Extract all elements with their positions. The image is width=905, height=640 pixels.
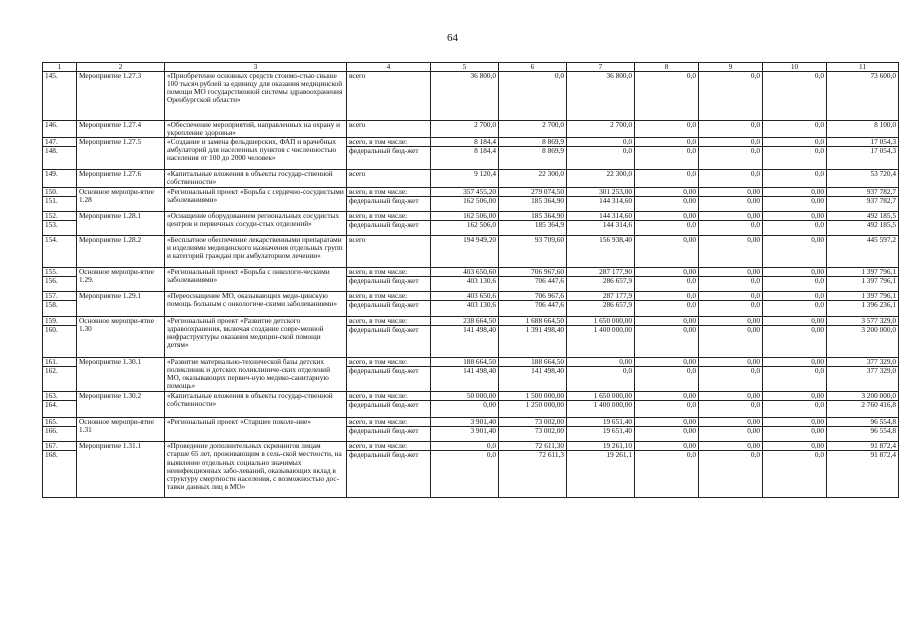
table-cell: 0,00 bbox=[699, 235, 763, 267]
table-cell: 0,00 bbox=[699, 316, 763, 325]
table-cell: 0,00 bbox=[635, 392, 699, 401]
table-row bbox=[43, 235, 899, 267]
table-cell: 0,00 bbox=[699, 196, 763, 211]
table-cell: «Капитальные вложения в объекты государ-ственной собственности» bbox=[165, 392, 347, 418]
table-cell: 93 709,60 bbox=[499, 235, 567, 267]
table-cell: 0,0 bbox=[635, 291, 699, 300]
table-cell: федеральный бюд-жет bbox=[347, 196, 431, 211]
table-cell: 0,0 bbox=[635, 300, 699, 316]
table-cell: 0,0 bbox=[763, 72, 827, 121]
table-cell: 0,00 bbox=[699, 326, 763, 358]
table-cell: федеральный бюд-жет bbox=[347, 367, 431, 392]
table-cell: 403 650,6 bbox=[431, 291, 499, 300]
column-header: 5 bbox=[431, 63, 499, 72]
table-row bbox=[43, 138, 899, 147]
table-cell: 164. bbox=[43, 401, 77, 418]
table-cell: 0,00 bbox=[763, 326, 827, 358]
table-cell: 0,00 bbox=[635, 316, 699, 325]
table-cell: всего, в том числе: bbox=[347, 442, 431, 451]
table-row bbox=[43, 291, 899, 300]
table-cell: 145. bbox=[43, 72, 77, 121]
table-cell: 1 397 796,1 bbox=[827, 267, 899, 276]
table-cell: Основное меропри-ятие 1.31 bbox=[77, 418, 165, 442]
table-row bbox=[43, 442, 899, 451]
column-header: 4 bbox=[347, 63, 431, 72]
table-cell: 141 498,40 bbox=[499, 367, 567, 392]
table-cell: 0,0 bbox=[635, 276, 699, 291]
table-cell: 167. bbox=[43, 442, 77, 451]
table-cell: федеральный бюд-жет bbox=[347, 427, 431, 442]
table-cell: 0,00 bbox=[763, 196, 827, 211]
table-cell: Мероприятие 1.27.5 bbox=[77, 138, 165, 170]
table-cell: 155. bbox=[43, 267, 77, 276]
table-cell: 147. bbox=[43, 138, 77, 147]
table-cell: 36 800,0 bbox=[431, 72, 499, 121]
table-cell: всего bbox=[347, 235, 431, 267]
table-cell: 0,0 bbox=[763, 300, 827, 316]
column-header: 8 bbox=[635, 63, 699, 72]
table-cell: 157. bbox=[43, 291, 77, 300]
table-cell: 0,00 bbox=[763, 267, 827, 276]
table-cell: 0,00 bbox=[699, 418, 763, 427]
table-cell: 0,0 bbox=[567, 138, 635, 147]
column-header: 6 bbox=[499, 63, 567, 72]
table-cell: 0,0 bbox=[699, 147, 763, 170]
column-header: 3 bbox=[165, 63, 347, 72]
table-cell: 152. bbox=[43, 211, 77, 220]
table-cell: всего bbox=[347, 121, 431, 138]
table-cell: 8 184,4 bbox=[431, 138, 499, 147]
table-cell: «Обеспечение мероприятий, направленных на охрану и укрепление здоровья» bbox=[165, 121, 347, 138]
table-cell: «Капитальные вложения в объекты государ-ственной собственности» bbox=[165, 170, 347, 187]
table-cell: 1 250 000,00 bbox=[499, 401, 567, 418]
table-cell: «Переоснащение МО, оказывающих меди-цинскую помощь больным с онкологиче-скими заболеваниями» bbox=[165, 291, 347, 316]
table-cell: 185 364,90 bbox=[499, 196, 567, 211]
table-cell: 301 253,00 bbox=[567, 187, 635, 196]
table-cell: 96 554,8 bbox=[827, 427, 899, 442]
table-cell: 0,00 bbox=[635, 427, 699, 442]
table-cell: 2 700,0 bbox=[567, 121, 635, 138]
table-cell: 148. bbox=[43, 147, 77, 170]
table-cell: 0,00 bbox=[635, 235, 699, 267]
table-cell: 377 329,0 bbox=[827, 367, 899, 392]
table-cell: 706 967,6 bbox=[499, 291, 567, 300]
table-cell: 0,00 bbox=[699, 427, 763, 442]
table-cell: 1 650 000,00 bbox=[567, 392, 635, 401]
table-cell: Мероприятие 1.27.6 bbox=[77, 170, 165, 187]
table-cell: Основное меропри-ятие 1.28 bbox=[77, 187, 165, 211]
table-cell: 1 500 000,00 bbox=[499, 392, 567, 401]
table-cell: 153. bbox=[43, 220, 77, 235]
table-cell: 9 120,4 bbox=[431, 170, 499, 187]
table-cell: 706 447,6 bbox=[499, 276, 567, 291]
table-cell: 3 901,40 bbox=[431, 427, 499, 442]
table-cell: 403 130,6 bbox=[431, 300, 499, 316]
table-cell: 144 314,60 bbox=[567, 211, 635, 220]
table-cell: 22 300,0 bbox=[567, 170, 635, 187]
table-cell: 158. bbox=[43, 300, 77, 316]
header-row bbox=[43, 63, 899, 72]
table-cell: 0,0 bbox=[699, 72, 763, 121]
table-cell: 91 872,4 bbox=[827, 442, 899, 451]
table-cell: 0,0 bbox=[763, 138, 827, 147]
table-cell: всего, в том числе: bbox=[347, 358, 431, 367]
table-cell: 73 002,00 bbox=[499, 427, 567, 442]
column-header: 9 bbox=[699, 63, 763, 72]
table-cell: 0,0 bbox=[635, 72, 699, 121]
table-cell: 19 261,10 bbox=[567, 442, 635, 451]
table-cell: 161. bbox=[43, 358, 77, 367]
column-header: 10 bbox=[763, 63, 827, 72]
table-cell: 0,0 bbox=[763, 401, 827, 418]
table-cell: «Региональный проект «Старшее поколе-ние» bbox=[165, 418, 347, 442]
table-cell: 0,0 bbox=[431, 442, 499, 451]
table-cell: 73 600,0 bbox=[827, 72, 899, 121]
table-cell: 0,00 bbox=[635, 358, 699, 367]
table-cell: Мероприятие 1.30.2 bbox=[77, 392, 165, 418]
table-cell: 286 657,9 bbox=[567, 300, 635, 316]
table-cell: 706 967,60 bbox=[499, 267, 567, 276]
table-cell: 0,0 bbox=[763, 147, 827, 170]
table-cell: «Оснащение оборудованием региональных сосудистых центров и первичных сосуди-стых отделений» bbox=[165, 211, 347, 235]
column-header: 7 bbox=[567, 63, 635, 72]
table-cell: 0,00 bbox=[763, 211, 827, 220]
table-cell: «Региональный проект «Борьба с сердечно-сосудистыми заболеваниями» bbox=[165, 187, 347, 211]
table-cell: 185 364,90 bbox=[499, 211, 567, 220]
table-cell: 0,0 bbox=[699, 220, 763, 235]
table-cell: 0,0 bbox=[699, 367, 763, 392]
table-cell: всего, в том числе: bbox=[347, 418, 431, 427]
table-cell: 144 314,60 bbox=[567, 196, 635, 211]
table-cell: 1 688 664,50 bbox=[499, 316, 567, 325]
table-cell: «Региональный проект «Борьба с онкологи-ческими заболеваниями» bbox=[165, 267, 347, 291]
table-cell: 162. bbox=[43, 367, 77, 392]
table-cell: 0,0 bbox=[635, 121, 699, 138]
column-header: 1 bbox=[43, 63, 77, 72]
table-cell: Мероприятие 1.30.1 bbox=[77, 358, 165, 392]
table-cell: 2 700,0 bbox=[431, 121, 499, 138]
table-cell: 0,00 bbox=[635, 196, 699, 211]
table-cell: 72 611,3 bbox=[499, 451, 567, 498]
table-cell: 0,0 bbox=[699, 138, 763, 147]
table-cell: 0,00 bbox=[635, 267, 699, 276]
table-cell: 156. bbox=[43, 276, 77, 291]
page-number: 64 bbox=[447, 32, 458, 44]
table-body bbox=[43, 72, 899, 498]
table-cell: 0,0 bbox=[699, 276, 763, 291]
table-cell: 0,00 bbox=[635, 442, 699, 451]
table-cell: 0,0 bbox=[763, 170, 827, 187]
table-cell: 1 650 000,00 bbox=[567, 316, 635, 325]
table-cell: 0,00 bbox=[699, 267, 763, 276]
table-cell: 0,0 bbox=[763, 121, 827, 138]
table-cell: 0,0 bbox=[699, 401, 763, 418]
table-cell: всего, в том числе: bbox=[347, 392, 431, 401]
table-cell: федеральный бюд-жет bbox=[347, 220, 431, 235]
table-cell: 0,00 bbox=[763, 316, 827, 325]
table-cell: 0,00 bbox=[635, 326, 699, 358]
table-row bbox=[43, 72, 899, 121]
table-cell: 0,0 bbox=[499, 72, 567, 121]
table-cell: федеральный бюд-жет bbox=[347, 276, 431, 291]
table-cell: 8 869,9 bbox=[499, 147, 567, 170]
column-header: 11 bbox=[827, 63, 899, 72]
table-cell: 91 872,4 bbox=[827, 451, 899, 498]
table-cell: 0,00 bbox=[699, 187, 763, 196]
table-cell: 166. bbox=[43, 427, 77, 442]
table-cell: 151. bbox=[43, 196, 77, 211]
table-cell: всего bbox=[347, 72, 431, 121]
table-cell: всего bbox=[347, 170, 431, 187]
table-cell: федеральный бюд-жет bbox=[347, 147, 431, 170]
table-cell: 937 782,7 bbox=[827, 187, 899, 196]
table-cell: 0,0 bbox=[699, 300, 763, 316]
table-cell: 168. bbox=[43, 451, 77, 498]
table-cell: 0,00 bbox=[763, 427, 827, 442]
table-cell: 8 184,4 bbox=[431, 147, 499, 170]
table-cell: 3 200 000,0 bbox=[827, 392, 899, 401]
budget-table bbox=[42, 62, 899, 498]
table-cell: 403 130,6 bbox=[431, 276, 499, 291]
table-cell: 0,00 bbox=[699, 211, 763, 220]
table-cell: Основное меропри-ятие 1.29. bbox=[77, 267, 165, 291]
table-cell: 706 447,6 bbox=[499, 300, 567, 316]
table-cell: 2 700,0 bbox=[499, 121, 567, 138]
table-cell: 72 611,30 bbox=[499, 442, 567, 451]
table-cell: 0,00 bbox=[763, 358, 827, 367]
table-cell: 0,0 bbox=[567, 147, 635, 170]
table-cell: 144 314,6 bbox=[567, 220, 635, 235]
table-cell: 492 185,5 bbox=[827, 220, 899, 235]
table-cell: «Проведение дополнительных скринингов лицам старше 65 лет, проживающим в сель-ской местности, на выявление отдельных социально значимых неинфекционных забо-леваний, оказывающих вклад в структуру смертности населения, с возможностью дос-тавки данных лиц в МО» bbox=[165, 442, 347, 498]
table-cell: Основное меропри-ятие 1.30 bbox=[77, 316, 165, 357]
table-cell: 17 054,3 bbox=[827, 138, 899, 147]
table-row bbox=[43, 187, 899, 196]
table-cell: всего, в том числе: bbox=[347, 316, 431, 325]
table-cell: 1 397 796,1 bbox=[827, 291, 899, 300]
table-cell: 0,00 bbox=[699, 442, 763, 451]
table-cell: «Бесплатное обеспечение лекарственными препаратами и изделиями медицинского назначения отдельных групп и категорий граждан при амбулаторном лечении» bbox=[165, 235, 347, 267]
table-cell: 8 869,9 bbox=[499, 138, 567, 147]
table-cell: 357 455,20 bbox=[431, 187, 499, 196]
table-cell: 163. bbox=[43, 392, 77, 401]
table-row bbox=[43, 211, 899, 220]
table-cell: «Развитие материально-технической базы детских поликлиник и детских поликлиниче-ских отделений МО, оказывающих первич-ную медико-санитарную помощь» bbox=[165, 358, 347, 392]
table-cell: Мероприятие 1.31.1 bbox=[77, 442, 165, 498]
table-cell: 0,0 bbox=[763, 276, 827, 291]
table-cell: 0,00 bbox=[567, 358, 635, 367]
table-cell: 19 651,40 bbox=[567, 427, 635, 442]
table-row bbox=[43, 170, 899, 187]
table-cell: 1 400 000,00 bbox=[567, 401, 635, 418]
table-row bbox=[43, 316, 899, 325]
table-row bbox=[43, 121, 899, 138]
table-cell: федеральный бюд-жет bbox=[347, 401, 431, 418]
table-cell: 188 664,50 bbox=[499, 358, 567, 367]
table-cell: 194 949,20 bbox=[431, 235, 499, 267]
table-cell: 3 577 329,0 bbox=[827, 316, 899, 325]
table-cell: «Создание и замена фельдшерских, ФАП и врачебных амбулаторий для населенных пунктов с численностью населения от 100 до 2000 человек» bbox=[165, 138, 347, 170]
table-cell: Мероприятие 1.27.4 bbox=[77, 121, 165, 138]
table-cell: 8 100,0 bbox=[827, 121, 899, 138]
table-cell: «Региональный проект «Развитие детского здравоохранения, включая создание совре-менной инфраструктуры оказания медицин-ской помощи детям» bbox=[165, 316, 347, 357]
table-cell: 146. bbox=[43, 121, 77, 138]
table-cell: 0,0 bbox=[635, 220, 699, 235]
table-cell: 17 054,3 bbox=[827, 147, 899, 170]
table-cell: 0,0 bbox=[763, 367, 827, 392]
table-cell: Мероприятие 1.27.3 bbox=[77, 72, 165, 121]
table-cell: 160. bbox=[43, 326, 77, 358]
table-cell: 165. bbox=[43, 418, 77, 427]
table-cell: 0,00 bbox=[431, 401, 499, 418]
table-cell: 50 000,00 bbox=[431, 392, 499, 401]
table-cell: 36 800,0 bbox=[567, 72, 635, 121]
table-cell: 1 391 498,40 bbox=[499, 326, 567, 358]
table-row bbox=[43, 418, 899, 427]
table-cell: всего, в том числе: bbox=[347, 187, 431, 196]
table-cell: 0,00 bbox=[635, 418, 699, 427]
table-cell: всего, в том числе: bbox=[347, 211, 431, 220]
table-cell: 0,0 bbox=[431, 451, 499, 498]
table-cell: 0,00 bbox=[763, 392, 827, 401]
table-cell: 159. bbox=[43, 316, 77, 325]
table-cell: 0,0 bbox=[635, 147, 699, 170]
table-cell: 0,00 bbox=[763, 418, 827, 427]
table-cell: 287 177,90 bbox=[567, 267, 635, 276]
table-cell: 403 650,60 bbox=[431, 267, 499, 276]
table-cell: 0,0 bbox=[635, 401, 699, 418]
table-cell: 0,0 bbox=[567, 367, 635, 392]
table-cell: 2 760 416,8 bbox=[827, 401, 899, 418]
table-cell: федеральный бюд-жет bbox=[347, 326, 431, 358]
table-cell: 0,00 bbox=[763, 235, 827, 267]
table-cell: 154. bbox=[43, 235, 77, 267]
table-cell: 0,00 bbox=[763, 442, 827, 451]
table-cell: 1 396 236,1 bbox=[827, 300, 899, 316]
table-cell: 141 498,40 bbox=[431, 326, 499, 358]
table-cell: 0,0 bbox=[699, 170, 763, 187]
table-cell: 19 651,40 bbox=[567, 418, 635, 427]
table-cell: 279 074,50 bbox=[499, 187, 567, 196]
table-cell: всего, в том числе: bbox=[347, 138, 431, 147]
table-cell: 0,0 bbox=[699, 121, 763, 138]
table-row bbox=[43, 392, 899, 401]
table-cell: 73 002,00 bbox=[499, 418, 567, 427]
table-cell: Мероприятие 1.28.1 bbox=[77, 211, 165, 235]
table-cell: 0,00 bbox=[699, 392, 763, 401]
table-cell: 149. bbox=[43, 170, 77, 187]
table-cell: 3 901,40 bbox=[431, 418, 499, 427]
table-cell: 0,0 bbox=[635, 170, 699, 187]
table-cell: 1 397 796,1 bbox=[827, 276, 899, 291]
table-cell: 3 200 000,0 bbox=[827, 326, 899, 358]
table-cell: всего, в том числе: bbox=[347, 291, 431, 300]
table-cell: 492 185,5 bbox=[827, 211, 899, 220]
table-cell: 287 177,9 bbox=[567, 291, 635, 300]
table-cell: 238 664,50 bbox=[431, 316, 499, 325]
table-cell: 185 364,9 bbox=[499, 220, 567, 235]
table-cell: 0,00 bbox=[635, 187, 699, 196]
table-cell: 0,0 bbox=[763, 291, 827, 300]
table-row bbox=[43, 358, 899, 367]
table-cell: 445 597,2 bbox=[827, 235, 899, 267]
table-cell: 53 720,4 bbox=[827, 170, 899, 187]
table-cell: 150. bbox=[43, 187, 77, 196]
table-cell: 162 506,00 bbox=[431, 196, 499, 211]
table-cell: 162 506,00 bbox=[431, 211, 499, 220]
table-cell: 0,00 bbox=[763, 187, 827, 196]
table-cell: «Приобретение основных средств стоимо-стью свыше 100 тысяч рублей за единицу для оказания медицинской помощи МО государственной системы здравоохранения Оренбургской области» bbox=[165, 72, 347, 121]
table-cell: 0,0 bbox=[763, 451, 827, 498]
table-cell: 188 664,50 bbox=[431, 358, 499, 367]
table-cell: 937 782,7 bbox=[827, 196, 899, 211]
table-cell: 1 400 000,00 bbox=[567, 326, 635, 358]
table-cell: федеральный бюд-жет bbox=[347, 300, 431, 316]
table-cell: 162 506,0 bbox=[431, 220, 499, 235]
table-cell: Мероприятие 1.29.1 bbox=[77, 291, 165, 316]
table-cell: 0,0 bbox=[635, 367, 699, 392]
table-cell: 0,00 bbox=[635, 211, 699, 220]
table-cell: 156 938,40 bbox=[567, 235, 635, 267]
table-cell: 0,0 bbox=[635, 451, 699, 498]
table-cell: 0,0 bbox=[635, 138, 699, 147]
table-cell: 96 554,8 bbox=[827, 418, 899, 427]
column-header: 2 bbox=[77, 63, 165, 72]
table-cell: 0,0 bbox=[699, 291, 763, 300]
table-row bbox=[43, 267, 899, 276]
table-cell: 0,0 bbox=[763, 220, 827, 235]
table-cell: 0,00 bbox=[699, 358, 763, 367]
table-cell: Мероприятие 1.28.2 bbox=[77, 235, 165, 267]
table-cell: 141 498,40 bbox=[431, 367, 499, 392]
table-cell: 286 657,9 bbox=[567, 276, 635, 291]
table-cell: 377 329,0 bbox=[827, 358, 899, 367]
table-cell: 0,0 bbox=[699, 451, 763, 498]
table-cell: федеральный бюд-жет bbox=[347, 451, 431, 498]
table-cell: 19 261,1 bbox=[567, 451, 635, 498]
table-cell: всего, в том числе: bbox=[347, 267, 431, 276]
table-cell: 22 300,0 bbox=[499, 170, 567, 187]
